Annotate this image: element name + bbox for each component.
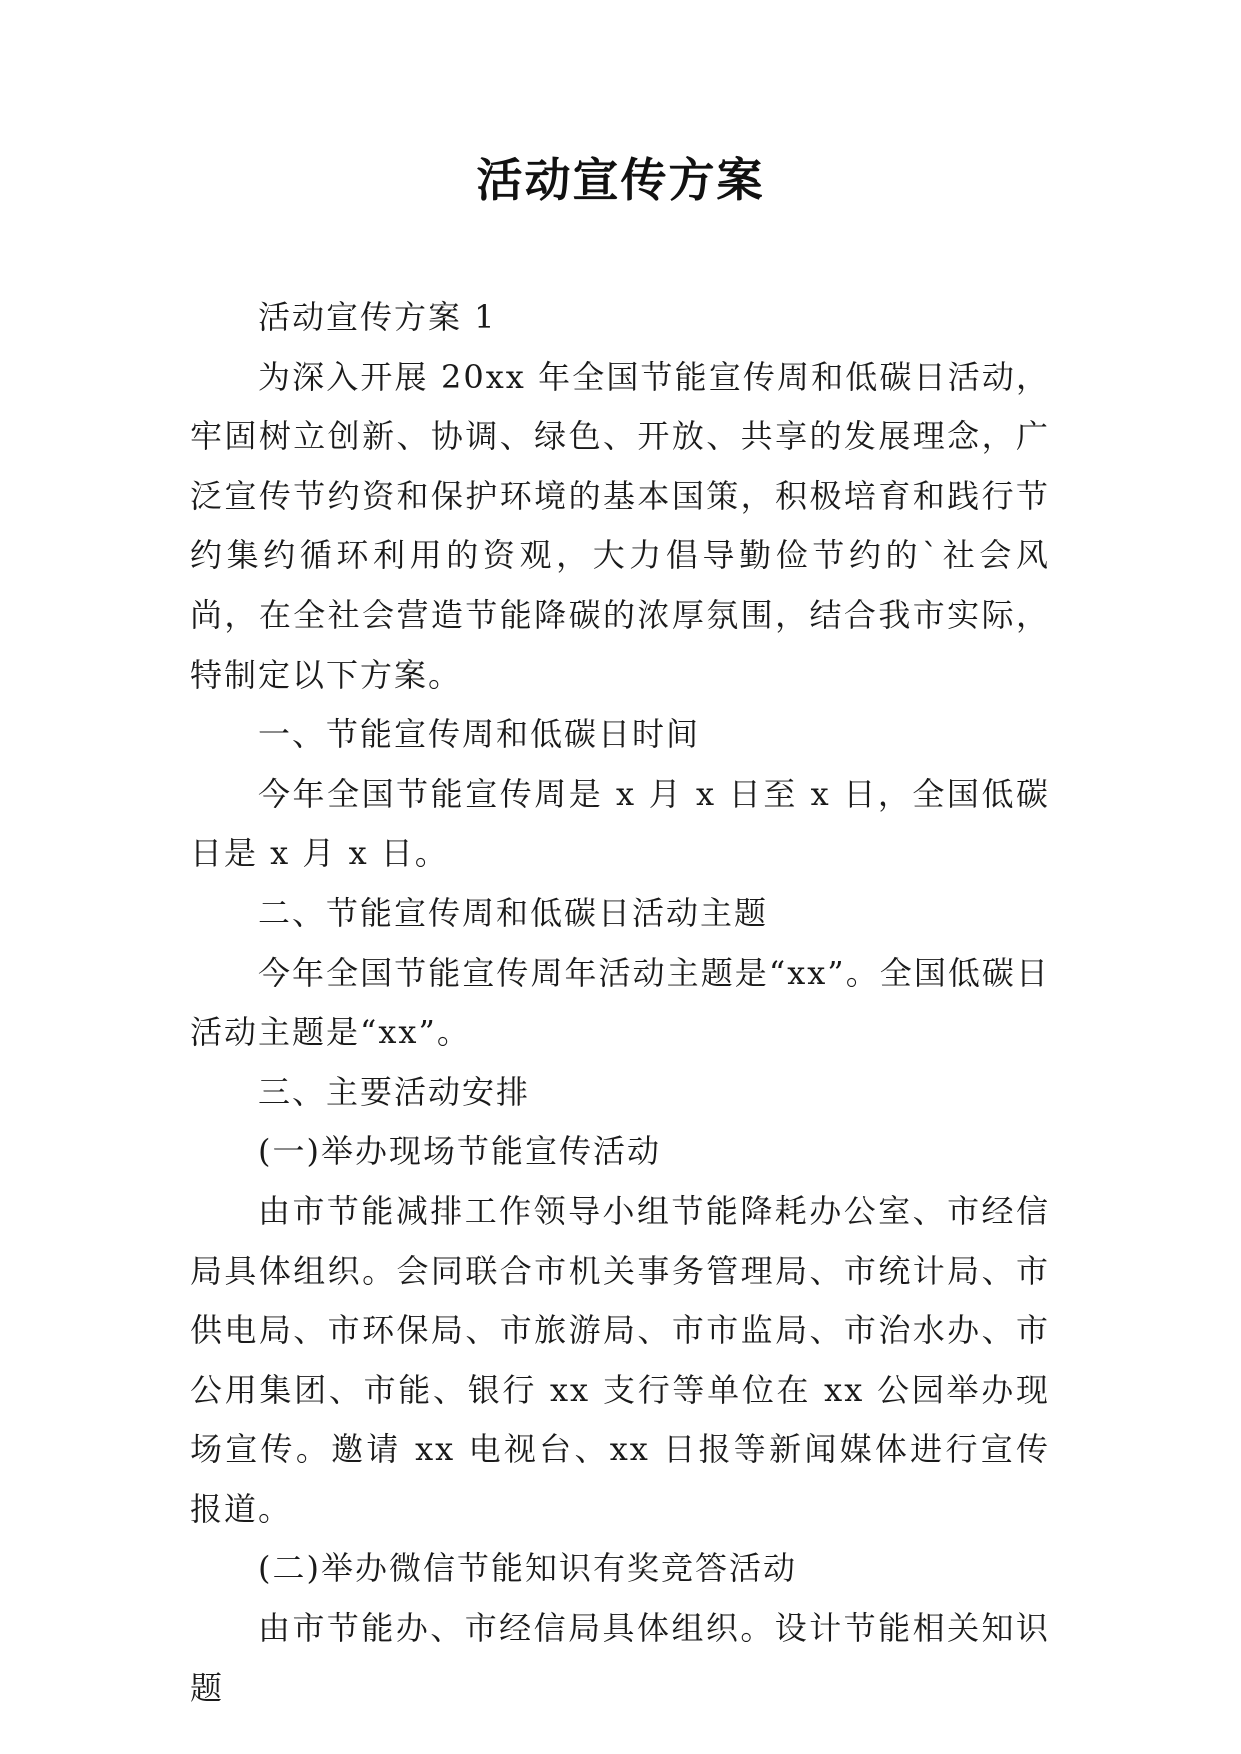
paragraph-wechat: 由市节能办、市经信局具体组织。设计节能相关知识题 <box>190 1609 1050 1707</box>
subsection-heading-onsite: (一)举办现场节能宣传活动 <box>258 1132 661 1171</box>
paragraph-onsite: 由市节能减排工作领导小组节能降耗办公室、市经信局具体组织。会同联合市机关事务管理局、市统计局、市供电局、市环保局、市旅游局、市市监局、市治水办、市公用集团、市能、银行 xx 支行等单位在 xx 公园举办现场宣传。邀请 xx 电视台、xx 日报等新闻媒体进行宣传报道。 <box>190 1191 1050 1528</box>
section-heading-time: 一、节能宣传周和低碳日时间 <box>258 715 701 754</box>
subsection-heading-wechat: (二)举办微信节能知识有奖竞答活动 <box>258 1549 797 1588</box>
section-heading-activities: 三、主要活动安排 <box>258 1072 531 1111</box>
paragraph-heading-1: 活动宣传方案 1 <box>258 298 497 336</box>
paragraph-intro: 为深入开展 20xx 年全国节能宣传周和低碳日活动，牢固树立创新、协调、绿色、开放、共享的发展理念，广泛宣传节约资和保护环境的基本国策，积极培育和践行节约集约循环利用的资观，大力倡导勤俭节约的`社会风尚，在全社会营造节能降碳的浓厚氛围，结合我市实际，特制定以下方案。 <box>190 357 1050 694</box>
document-title: 活动宣传方案 <box>476 153 765 207</box>
paragraph-time: 今年全国节能宣传周是 x 月 x 日至 x 日，全国低碳日是 x 月 x 日。 <box>190 774 1050 873</box>
paragraph-theme: 今年全国节能宣传周年活动主题是“xx”。全国低碳日活动主题是“xx”。 <box>190 953 1050 1052</box>
section-heading-theme: 二、节能宣传周和低碳日活动主题 <box>258 893 769 932</box>
document-body <box>190 288 1050 1718</box>
